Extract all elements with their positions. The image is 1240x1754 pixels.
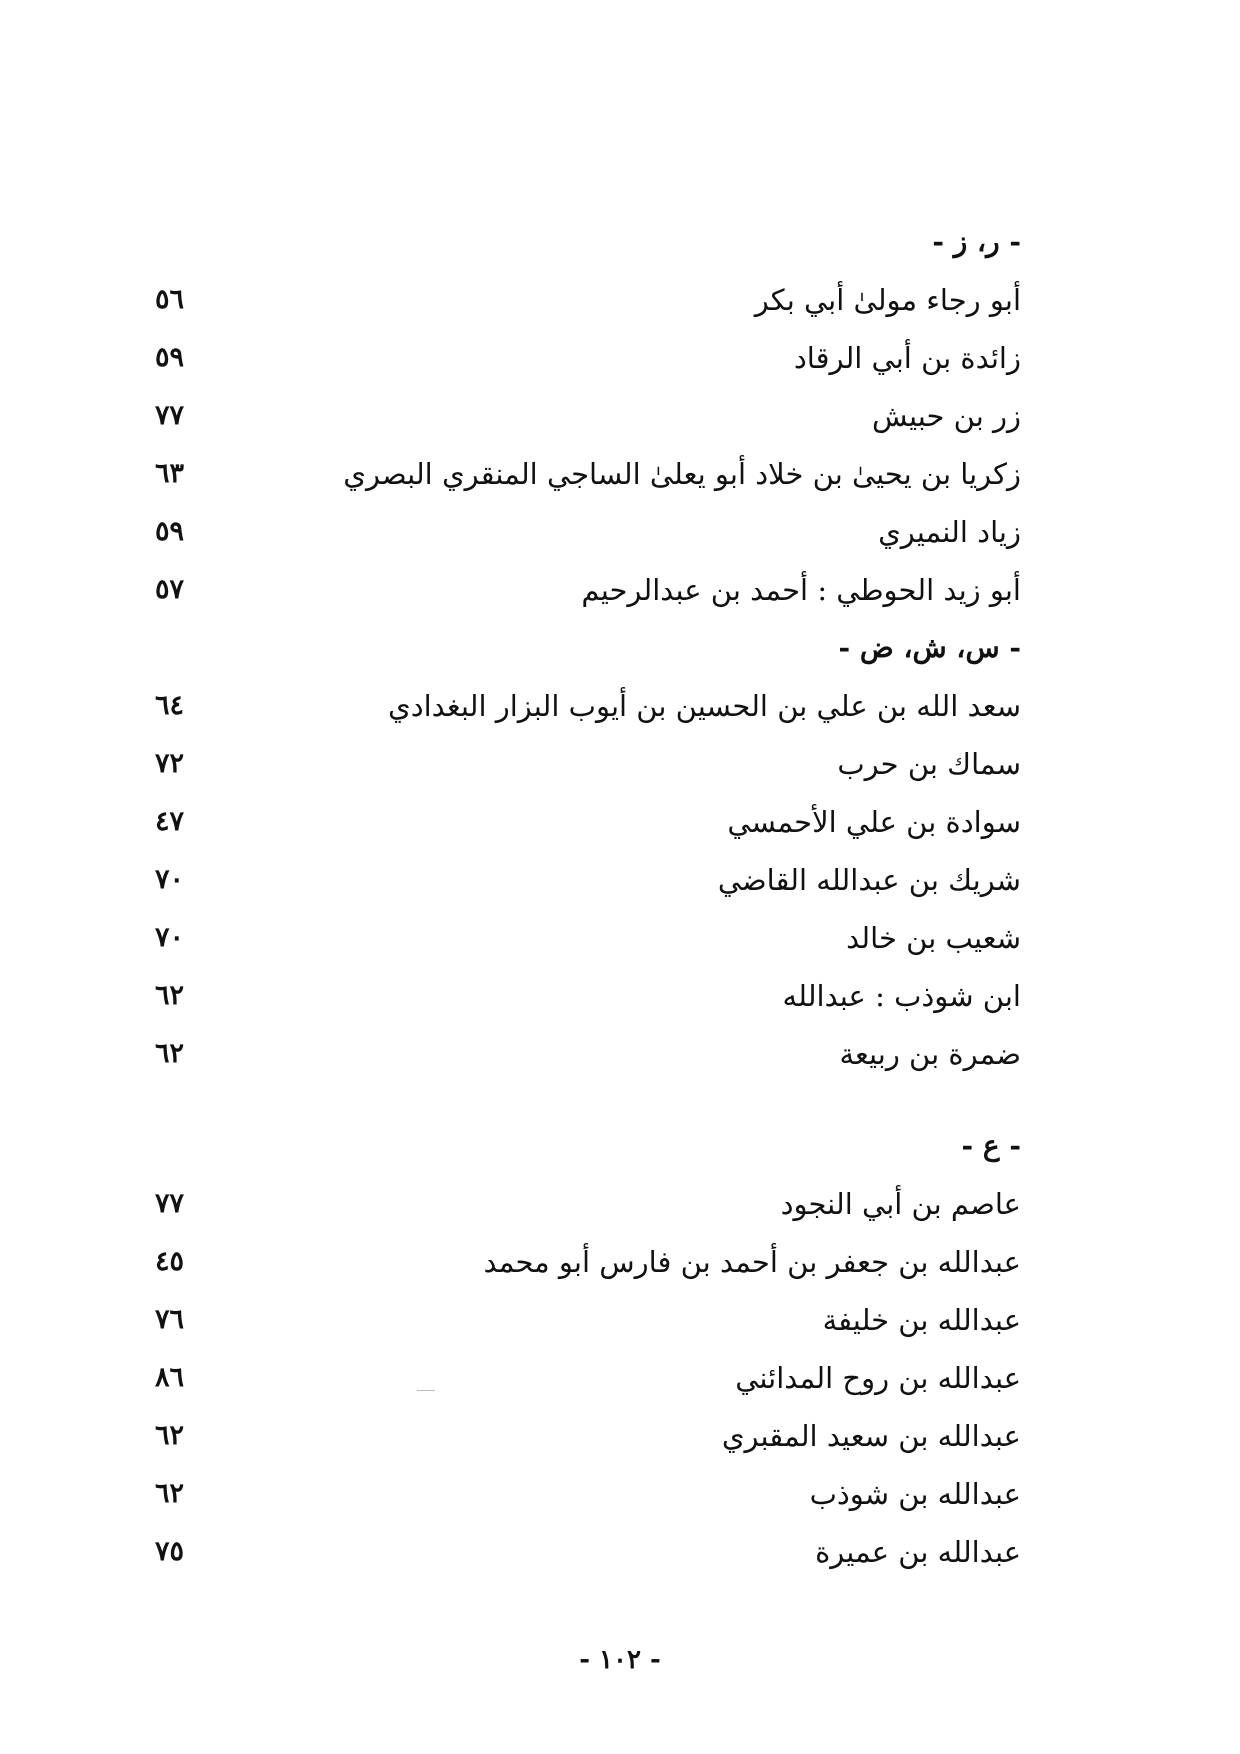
entry-page-number: ٤٥ <box>155 1246 185 1277</box>
entry-name: ضمرة بن ربيعة <box>839 1037 1021 1071</box>
entry-name: زكريا بن يحيىٰ بن خلاد أبو يعلىٰ الساجي المنقري البصري <box>343 457 1021 491</box>
entry-page-number: ٧٠ <box>155 922 185 953</box>
entry-page-number: ٥٦ <box>155 284 185 315</box>
index-entry <box>155 387 1021 445</box>
entry-name: عبدالله بن سعيد المقبري <box>721 1419 1021 1453</box>
index-entry <box>155 967 1021 1025</box>
entry-name: شريك بن عبدالله القاضي <box>717 863 1021 897</box>
entry-page-number: ٦٣ <box>155 458 185 489</box>
entry-name: ابن شوذب : عبدالله <box>782 979 1021 1013</box>
index-entry <box>155 909 1021 967</box>
index-entry <box>155 851 1021 909</box>
index-entry <box>155 561 1021 619</box>
entry-name: سماك بن حرب <box>837 747 1021 781</box>
index-entry <box>155 1465 1021 1523</box>
entry-name: زياد النميري <box>878 515 1021 549</box>
index-entry <box>155 1349 1021 1407</box>
index-entry <box>155 1025 1021 1083</box>
index-entry <box>155 1407 1021 1465</box>
index-entry <box>155 1233 1021 1291</box>
entry-name: عبدالله بن عميرة <box>815 1535 1021 1569</box>
scan-speck <box>417 1390 435 1391</box>
index-entry <box>155 1523 1021 1581</box>
index-entry <box>155 445 1021 503</box>
index-entry <box>155 735 1021 793</box>
entry-name: عاصم بن أبي النجود <box>780 1187 1021 1221</box>
entry-page-number: ٧٧ <box>155 1188 185 1219</box>
entry-page-number: ٧٧ <box>155 400 185 431</box>
entry-name: عبدالله بن خليفة <box>822 1303 1021 1337</box>
index-entry <box>155 329 1021 387</box>
entry-name: سعد الله بن علي بن الحسين بن أيوب البزار البغدادي <box>388 689 1021 723</box>
entry-name: أبو زيد الحوطي : أحمد بن عبدالرحيم <box>581 573 1021 607</box>
entry-page-number: ٥٧ <box>155 574 185 605</box>
index-entry <box>155 1175 1021 1233</box>
section-heading-sin-shin-dad: - س، ش، ض - <box>838 631 1021 664</box>
entry-page-number: ٦٤ <box>155 690 185 721</box>
index-entry <box>155 503 1021 561</box>
entry-name: عبدالله بن روح المدائني <box>735 1361 1021 1395</box>
entry-name: عبدالله بن جعفر بن أحمد بن فارس أبو محمد <box>483 1245 1021 1279</box>
entry-name: زائدة بن أبي الرقاد <box>793 341 1021 375</box>
entry-name: سوادة بن علي الأحمسي <box>727 805 1021 839</box>
index-entry <box>155 1291 1021 1349</box>
entry-page-number: ٦٢ <box>155 1478 185 1509</box>
entry-page-number: ٥٩ <box>155 516 185 547</box>
entry-name: عبدالله بن شوذب <box>809 1477 1021 1511</box>
entry-page-number: ٧٦ <box>155 1304 185 1335</box>
entry-page-number: ٤٧ <box>155 806 185 837</box>
index-entry <box>155 793 1021 851</box>
page-number-footer: - ١٠٢ - <box>579 1645 661 1675</box>
index-entry <box>155 271 1021 329</box>
entry-page-number: ٧٥ <box>155 1536 185 1567</box>
entry-page-number: ٨٦ <box>155 1362 185 1393</box>
entry-page-number: ٧٢ <box>155 748 185 779</box>
entry-name: زر بن حبيش <box>872 399 1021 433</box>
entry-page-number: ٦٢ <box>155 1038 185 1069</box>
entry-page-number: ٧٠ <box>155 864 185 895</box>
index-entry <box>155 677 1021 735</box>
entry-page-number: ٦٢ <box>155 980 185 1011</box>
entry-page-number: ٥٩ <box>155 342 185 373</box>
section-heading-ra-zay: - ر، ز - <box>932 225 1021 258</box>
name-index <box>155 213 1021 1581</box>
entry-name: أبو رجاء مولىٰ أبي بكر <box>754 283 1021 317</box>
entry-name: شعيب بن خالد <box>846 921 1021 955</box>
entry-page-number: ٦٢ <box>155 1420 185 1451</box>
section-heading-ain: - ع - <box>961 1129 1021 1162</box>
